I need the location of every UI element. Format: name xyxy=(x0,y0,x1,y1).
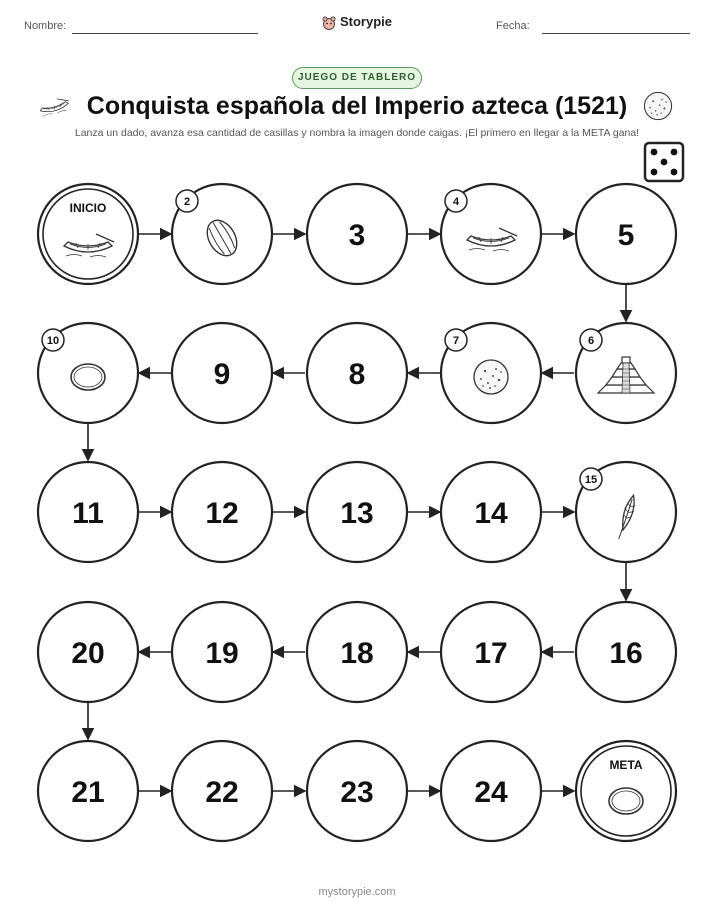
space-number: 13 xyxy=(340,497,374,530)
page-title: Conquista española del Imperio azteca (1521) xyxy=(86,92,628,120)
board-space xyxy=(38,462,138,562)
canoe-icon xyxy=(39,96,72,117)
board-space xyxy=(38,323,138,423)
space-number: 9 xyxy=(213,358,231,391)
board-space xyxy=(307,184,407,284)
dice-five-icon xyxy=(645,143,683,181)
board-space xyxy=(576,462,676,562)
board-space xyxy=(441,323,541,423)
start-space xyxy=(38,184,138,284)
name-label: Nombre: xyxy=(24,20,67,32)
tortilla-icon xyxy=(474,360,508,394)
board-space xyxy=(441,602,541,702)
board-space xyxy=(172,741,272,841)
space-number: 19 xyxy=(205,637,239,670)
space-number: 4 xyxy=(452,196,460,208)
space-number: 7 xyxy=(452,335,460,347)
board-space xyxy=(576,184,676,284)
goal-label: META xyxy=(609,758,643,772)
instructions: Lanza un dado, avanza esa cantidad de casillas y nombra la imagen donde caigas. ¡El primero en llegar a la META gana! xyxy=(74,127,640,139)
space-number: 12 xyxy=(205,497,239,530)
board-space xyxy=(307,323,407,423)
space-number: 2 xyxy=(183,196,191,208)
board-space xyxy=(172,462,272,562)
space-number: 6 xyxy=(587,335,595,347)
space-number: 11 xyxy=(72,497,104,530)
tortilla-icon xyxy=(644,92,671,119)
space-number: 17 xyxy=(474,637,508,670)
space-number: 10 xyxy=(46,335,60,347)
space-number: 5 xyxy=(617,219,635,252)
goal-space xyxy=(576,741,676,841)
start-label: INICIO xyxy=(69,201,107,215)
jade-stone-icon xyxy=(609,788,643,814)
board-space xyxy=(172,602,272,702)
space-number: 14 xyxy=(474,497,508,530)
board-space xyxy=(441,462,541,562)
space-number: 21 xyxy=(71,776,105,809)
game-type-badge: JUEGO DE TABLERO xyxy=(292,67,422,89)
board-space xyxy=(172,323,272,423)
space-number: 8 xyxy=(348,358,366,391)
space-number: 16 xyxy=(609,637,643,670)
date-label: Fecha: xyxy=(496,20,530,32)
brand-name: Storypie xyxy=(339,14,392,29)
board-space xyxy=(576,602,676,702)
board-space xyxy=(441,184,541,284)
space-number: 22 xyxy=(205,776,239,809)
board-space xyxy=(441,741,541,841)
space-number: 15 xyxy=(584,474,598,486)
space-number: 18 xyxy=(340,637,374,670)
space-number: 23 xyxy=(340,776,374,809)
board-space xyxy=(307,462,407,562)
jade-stone-icon xyxy=(71,364,105,390)
footer-url: mystorypie.com xyxy=(318,886,396,898)
board-space xyxy=(576,323,676,423)
board-space xyxy=(307,602,407,702)
board-space xyxy=(38,602,138,702)
space-number: 24 xyxy=(474,776,508,809)
board-space xyxy=(307,741,407,841)
space-number: 3 xyxy=(348,219,366,252)
space-number: 20 xyxy=(71,637,105,670)
board-space xyxy=(38,741,138,841)
board-space xyxy=(172,184,272,284)
